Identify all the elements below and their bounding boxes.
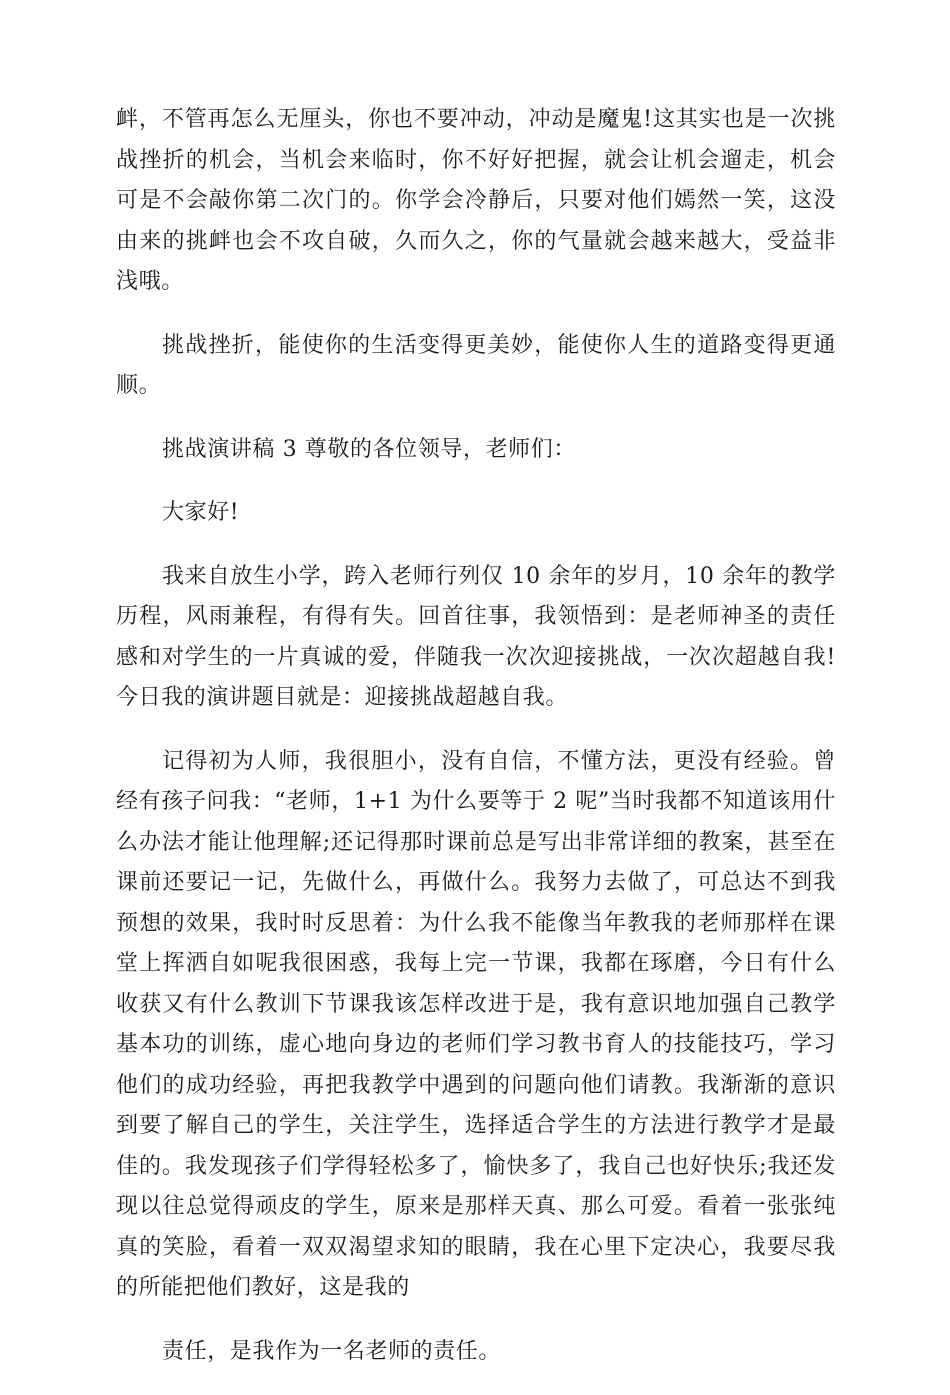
document-body xyxy=(116,100,836,1395)
paragraph-greeting: 大家好! xyxy=(162,500,240,525)
paragraph-speech-heading: 挑战演讲稿 3 尊敬的各位领导，老师们： xyxy=(162,436,576,462)
paragraph-story: 记得初为人师，我很胆小，没有自信，不懂方法，更没有经验。曾经有孩子问我：“老师，1+1 为什么要等于 2 呢”当时我都不知道该用什么办法才能让他理解;还记得那时课前总是写出非常详细的教案，甚至在课前还要记一记，先做什么，再做什么。我努力去做了，可总达不到我预想的效果，我时时反思着：为什么我不能像当年教我的老师那样在课堂上挥洒自如呢我很困惑，我每上完一节课，我都在琢磨，今日有什么收获又有什么教训下节课我该怎样改进于是，我有意识地加强自己教学基本功的训练，虚心地向身边的老师们学习教书育人的技能技巧，学习他们的成功经验，再把我教学中遇到的问题向他们请教。我渐渐的意识到要了解自己的学生，关注学生，选择适合学生的方法进行教学才是最佳的。我发现孩子们学得轻松多了，愉快多了，我自己也好快乐;我还发现以往总觉得顽皮的学生，原来是那样天真、那么可爱。看着一张张纯真的笑脸，看着一双双渴望求知的眼睛，我在心里下定决心，我要尽我的所能把他们教好，这是我的 xyxy=(116,748,836,1300)
paragraph-conclusion: 挑战挫折，能使你的生活变得更美妙，能使你人生的道路变得更通顺。 xyxy=(116,332,836,398)
paragraph-continuation: 衅，不管再怎么无厘头，你也不要冲动，冲动是魔鬼!这其实也是一次挑战挫折的机会，当机会来临时，你不好好把握，就会让机会遛走，机会可是不会敲你第二次门的。你学会冷静后，只要对他们嫣然一笑，这没由来的挑衅也会不攻自破，久而久之，你的气量就会越来越大，受益非浅哦。 xyxy=(116,107,836,294)
paragraph-responsibility: 责任，是我作为一名老师的责任。 xyxy=(162,1338,502,1364)
paragraph-intro: 我来自放生小学，跨入老师行列仅 10 余年的岁月，10 余年的教学历程，风雨兼程，有得有失。回首往事，我领悟到：是老师神圣的责任感和对学生的一片真诚的爱，伴随我一次次迎接挑战，一次次超越自我!今日我的演讲题目就是：迎接挑战超越自我。 xyxy=(116,563,836,710)
